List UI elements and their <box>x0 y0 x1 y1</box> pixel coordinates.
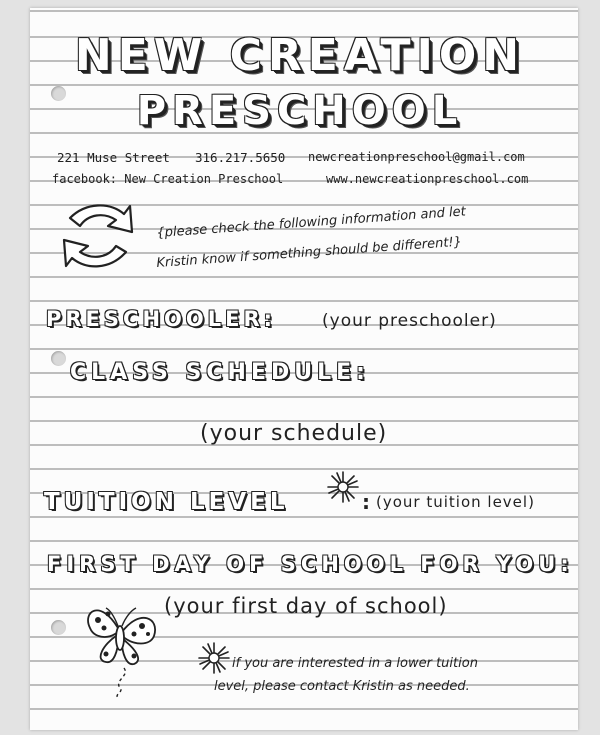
class-schedule-label: CLASS SCHEDULE: <box>70 360 370 385</box>
tuition-colon: : <box>362 490 371 514</box>
preschooler-label: PRESCHOOLER: <box>46 307 277 331</box>
recycle-arrows-icon <box>58 196 138 276</box>
contact-website: www.newcreationpreschool.com <box>326 172 529 186</box>
first-day-value: (your first day of school) <box>164 594 448 618</box>
title-line-1: NEW CREATION <box>74 30 526 81</box>
first-day-label: FIRST DAY OF SCHOOL FOR YOU: <box>47 552 574 576</box>
tuition-level-value: (your tuition level) <box>376 493 535 511</box>
binder-hole-middle <box>51 351 66 366</box>
contact-phone: 316.217.5650 <box>195 150 286 165</box>
contact-facebook: facebook: New Creation Preschool <box>52 172 284 186</box>
star-burst-icon <box>326 470 360 504</box>
contact-address: 221 Muse Street <box>57 150 170 165</box>
butterfly-icon <box>84 588 164 698</box>
footnote-star-icon <box>197 641 231 675</box>
title-line-2: PRESCHOOL <box>136 88 464 134</box>
note-line-1: {please check the following information and let <box>156 204 467 241</box>
preschooler-value: (your preschooler) <box>322 311 497 331</box>
class-schedule-value: (your schedule) <box>200 421 388 446</box>
binder-hole-bottom <box>51 620 66 635</box>
footnote <box>214 652 562 698</box>
footnote-line-1: if you are interested in a lower tuition <box>232 656 478 671</box>
tuition-level-label: TUITION LEVEL <box>44 489 289 515</box>
footnote-line-2: level, please contact Kristin as needed. <box>214 679 470 694</box>
note-line-2: Kristin know if something should be different!} <box>156 234 463 271</box>
contact-email: newcreationpreschool@gmail.com <box>308 150 525 164</box>
